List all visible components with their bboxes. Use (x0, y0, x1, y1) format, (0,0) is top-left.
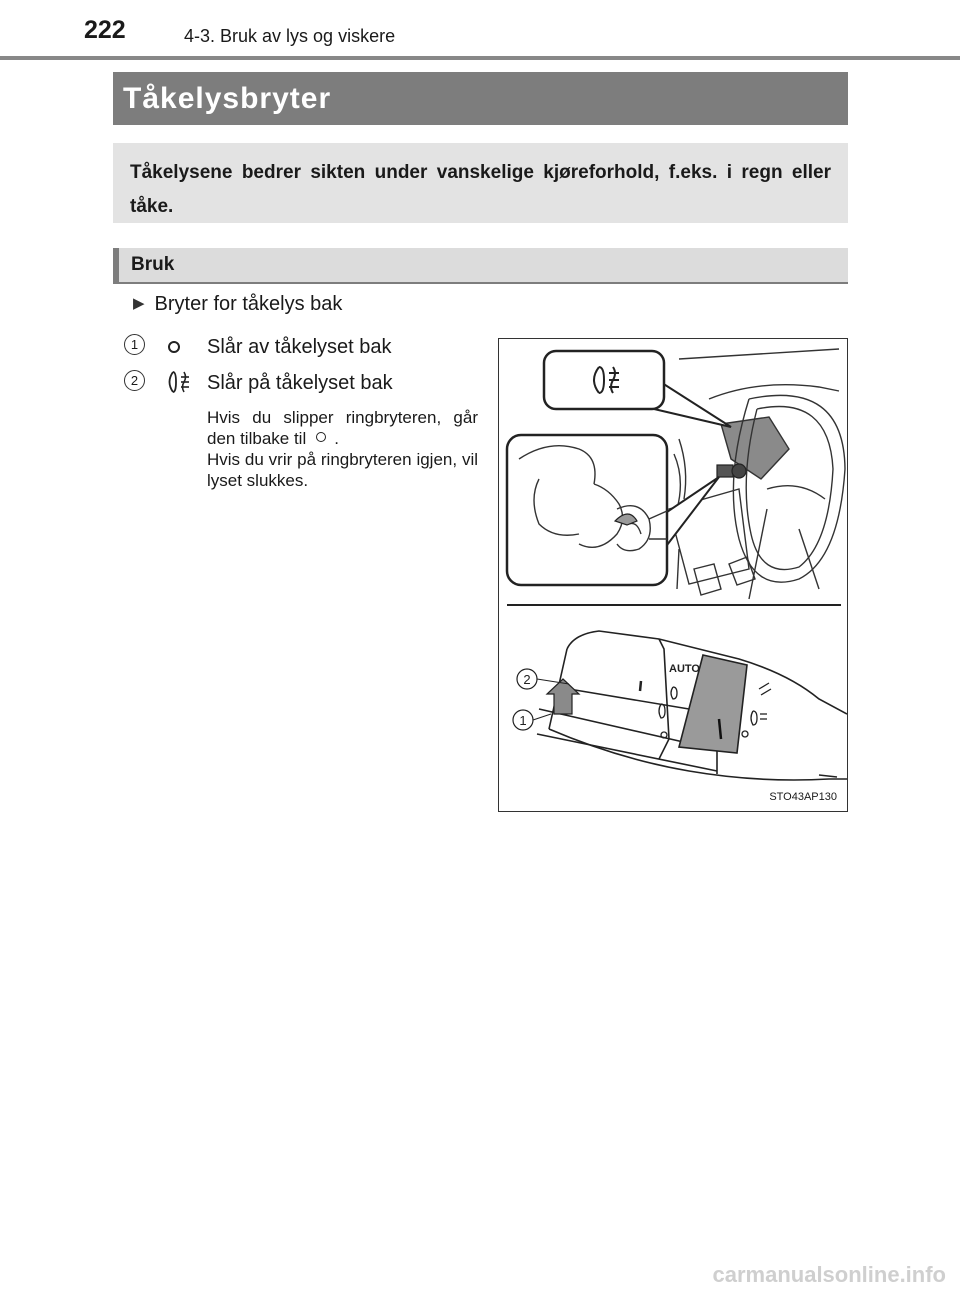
note-text (207, 407, 478, 491)
item-number-1: 1 (124, 334, 145, 355)
callout-2-label: 2 (523, 672, 531, 687)
switch-auto-label: AUTO (669, 663, 700, 675)
inline-off-icon (316, 432, 326, 442)
note-line1-end: . (334, 429, 339, 448)
intro-text: Tåkelysene bedrer sikten under vanskelige kjøreforhold, f.eks. i regn eller tåke. (130, 162, 831, 217)
bullet-text: Bryter for tåkelys bak (154, 293, 343, 315)
callout-1-label: 1 (519, 713, 527, 728)
item-text-2: Slår på tåkelyset bak (207, 372, 393, 394)
callout-1 (513, 710, 533, 730)
bullet-item (133, 293, 342, 316)
watermark: carmanualsonline.info (712, 1262, 946, 1287)
intro-box (113, 143, 848, 223)
note-line1: Hvis du slipper ringbryteren, går den tilbake til (207, 408, 478, 448)
note-line2: Hvis du vrir på ringbryteren igjen, vil lyset slukkes. (207, 450, 478, 490)
illustration-drawing (499, 339, 847, 811)
illustration (498, 338, 848, 812)
callout-2 (517, 669, 537, 689)
fog-light-off-icon (167, 340, 181, 359)
rear-fog-light-icon (163, 369, 191, 400)
bullet-arrow-icon: ▶ (133, 295, 145, 312)
item-number-2: 2 (124, 370, 145, 391)
header-rule (0, 56, 960, 60)
item-text-1: Slår av tåkelyset bak (207, 336, 392, 358)
figure-code: STO43AP130 (769, 791, 837, 803)
page-title: Tåkelysbryter (113, 72, 848, 125)
section-heading: Bruk (113, 248, 848, 284)
page-number: 222 (84, 16, 126, 44)
chapter-header: 4-3. Bruk av lys og viskere (184, 26, 396, 46)
